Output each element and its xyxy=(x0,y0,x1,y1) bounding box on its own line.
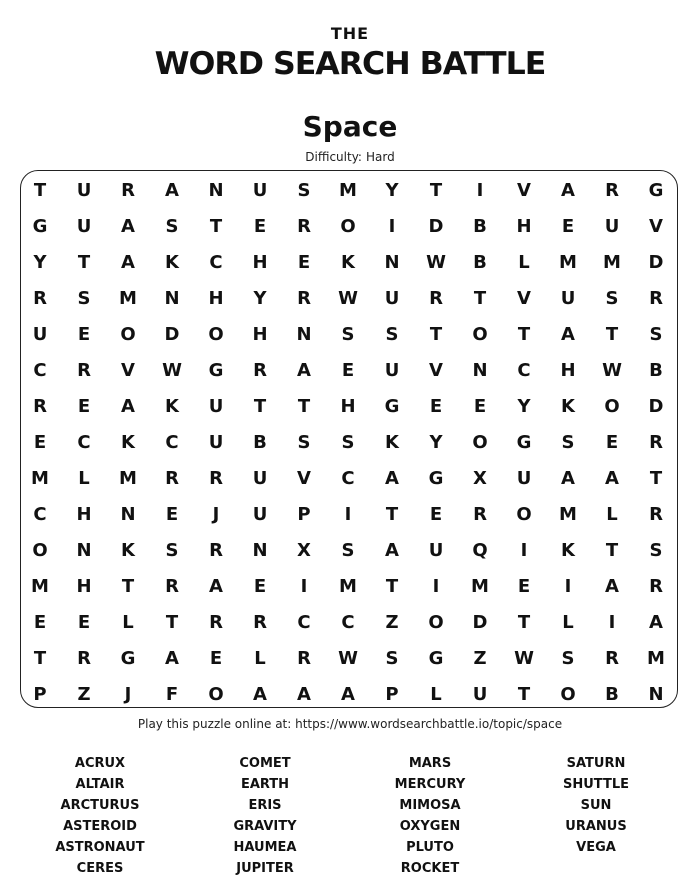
grid-cell[interactable]: R xyxy=(253,612,267,633)
grid-cell[interactable]: T xyxy=(33,648,47,669)
grid-cell[interactable]: Z xyxy=(77,684,91,705)
grid-cell[interactable]: T xyxy=(209,216,223,237)
grid-cell[interactable]: N xyxy=(296,324,312,345)
grid-cell[interactable]: A xyxy=(605,576,619,597)
grid-cell[interactable]: N xyxy=(120,504,136,525)
word-list xyxy=(0,756,700,886)
grid-cell[interactable]: T xyxy=(253,396,267,417)
grid-cell[interactable]: I xyxy=(344,504,352,525)
grid-cell[interactable]: T xyxy=(121,576,135,597)
grid-cell[interactable]: R xyxy=(297,288,311,309)
word-list-item: ALTAIR xyxy=(75,777,125,792)
word-list-item: VEGA xyxy=(576,840,616,855)
grid-cell[interactable]: M xyxy=(119,468,137,489)
grid-cell[interactable]: W xyxy=(602,360,622,381)
grid-cell[interactable]: W xyxy=(162,360,182,381)
word-list-item: OXYGEN xyxy=(399,819,461,834)
grid-cell[interactable]: C xyxy=(33,504,47,525)
grid-cell[interactable]: U xyxy=(252,180,268,201)
grid-cell[interactable]: I xyxy=(520,540,528,561)
grid-cell[interactable]: U xyxy=(384,288,400,309)
grid-cell[interactable]: L xyxy=(606,504,618,525)
word-list-item: SHUTTLE xyxy=(563,777,629,792)
grid-cell[interactable]: U xyxy=(472,684,488,705)
grid-cell[interactable]: U xyxy=(560,288,576,309)
grid-cell[interactable]: L xyxy=(562,612,574,633)
word-list-item: ROCKET xyxy=(400,861,460,876)
grid-cell[interactable]: A xyxy=(121,396,135,417)
grid-cell[interactable]: H xyxy=(76,504,92,525)
grid-cell[interactable]: U xyxy=(428,540,444,561)
grid-cell[interactable]: I xyxy=(388,216,396,237)
grid-cell[interactable]: M xyxy=(559,504,577,525)
grid-cell[interactable]: I xyxy=(564,576,572,597)
grid-cell[interactable]: Y xyxy=(385,180,399,201)
grid-cell[interactable]: A xyxy=(165,648,179,669)
grid-cell[interactable]: N xyxy=(472,360,488,381)
grid-cell[interactable]: B xyxy=(649,360,663,381)
grid-cell[interactable]: L xyxy=(254,648,266,669)
grid-cell[interactable]: W xyxy=(426,252,446,273)
grid-cell[interactable]: V xyxy=(121,360,135,381)
grid-cell[interactable]: T xyxy=(649,468,663,489)
grid-cell[interactable]: G xyxy=(208,360,224,381)
word-list-item: PLUTO xyxy=(406,840,454,855)
grid-cell[interactable]: S xyxy=(561,432,575,453)
grid-cell[interactable]: T xyxy=(605,324,619,345)
grid-cell[interactable]: K xyxy=(165,252,179,273)
grid-cell[interactable]: R xyxy=(165,468,179,489)
grid-cell[interactable]: Z xyxy=(385,612,399,633)
grid-cell[interactable]: P xyxy=(297,504,311,525)
grid-cell[interactable]: A xyxy=(121,252,135,273)
grid-cell[interactable]: H xyxy=(516,216,532,237)
grid-cell[interactable]: O xyxy=(208,324,224,345)
grid-cell[interactable]: K xyxy=(341,252,355,273)
grid-cell[interactable]: S xyxy=(77,288,91,309)
grid-cell[interactable]: E xyxy=(77,396,91,417)
grid-cell[interactable]: Q xyxy=(472,540,488,561)
grid-cell[interactable]: F xyxy=(165,684,179,705)
grid-cell[interactable]: R xyxy=(649,432,663,453)
grid-cell[interactable]: R xyxy=(297,648,311,669)
grid-cell[interactable]: A xyxy=(649,612,663,633)
grid-cell[interactable]: D xyxy=(428,216,444,237)
grid-cell[interactable]: A xyxy=(253,684,267,705)
difficulty-value: Hard xyxy=(365,150,395,164)
grid-cell[interactable]: O xyxy=(32,540,48,561)
grid-cell[interactable]: E xyxy=(605,432,619,453)
grid-cell[interactable]: T xyxy=(77,252,91,273)
word-list-item: SATURN xyxy=(566,756,626,771)
grid-cell[interactable]: T xyxy=(517,324,531,345)
grid-cell[interactable]: E xyxy=(517,576,531,597)
grid-cell[interactable]: R xyxy=(165,576,179,597)
grid-cell[interactable]: H xyxy=(560,360,576,381)
grid-cell[interactable]: T xyxy=(165,612,179,633)
difficulty-label: Difficulty: xyxy=(305,150,362,164)
grid-cell[interactable]: R xyxy=(649,288,663,309)
grid-cell[interactable]: O xyxy=(428,612,444,633)
grid-cell[interactable]: L xyxy=(122,612,134,633)
grid-cell[interactable]: U xyxy=(208,432,224,453)
grid-cell[interactable]: R xyxy=(297,216,311,237)
word-list-item: MIMOSA xyxy=(399,798,461,813)
grid-cell[interactable]: M xyxy=(339,576,357,597)
grid-cell[interactable]: T xyxy=(605,540,619,561)
grid-cell[interactable]: J xyxy=(124,684,132,705)
grid-cell[interactable]: X xyxy=(473,468,487,489)
grid-cell[interactable]: I xyxy=(608,612,616,633)
word-list-item: GRAVITY xyxy=(233,819,297,834)
grid-cell[interactable]: C xyxy=(297,612,311,633)
grid-cell[interactable]: T xyxy=(429,324,443,345)
word-list-item: MARS xyxy=(408,756,452,771)
grid-cell[interactable]: K xyxy=(561,540,575,561)
word-list-item: ACRUX xyxy=(74,756,126,771)
grid-cell[interactable]: C xyxy=(517,360,531,381)
grid-cell[interactable]: D xyxy=(472,612,488,633)
grid-cell[interactable]: E xyxy=(77,324,91,345)
grid-cell[interactable]: Z xyxy=(473,648,487,669)
grid-cell[interactable]: G xyxy=(384,396,400,417)
grid-cell[interactable]: R xyxy=(77,648,91,669)
grid-cell[interactable]: P xyxy=(385,684,399,705)
word-list-item: CERES xyxy=(76,861,124,876)
grid-cell[interactable]: Y xyxy=(429,432,443,453)
word-list-item: MERCURY xyxy=(394,777,466,792)
grid-cell[interactable]: U xyxy=(208,396,224,417)
grid-cell[interactable]: T xyxy=(429,180,443,201)
difficulty xyxy=(0,150,700,164)
grid-cell[interactable]: G xyxy=(648,180,664,201)
grid-cell[interactable]: S xyxy=(341,324,355,345)
grid-cell[interactable]: U xyxy=(252,504,268,525)
grid-cell[interactable]: I xyxy=(476,180,484,201)
grid-cell[interactable]: A xyxy=(561,468,575,489)
brand-prefix: THE xyxy=(330,24,370,43)
word-list-item: HAUMEA xyxy=(233,840,297,855)
grid-cell[interactable]: H xyxy=(208,288,224,309)
grid-cell[interactable]: U xyxy=(76,216,92,237)
grid-cell[interactable]: K xyxy=(385,432,399,453)
grid-cell[interactable]: E xyxy=(253,576,267,597)
letter-grid[interactable] xyxy=(20,170,678,708)
grid-cell[interactable]: S xyxy=(605,288,619,309)
grid-cell[interactable]: R xyxy=(649,504,663,525)
word-list-item: SUN xyxy=(580,798,612,813)
grid-cell[interactable]: L xyxy=(430,684,442,705)
grid-cell[interactable]: O xyxy=(120,324,136,345)
grid-cell[interactable]: G xyxy=(32,216,48,237)
grid-cell[interactable]: D xyxy=(164,324,180,345)
grid-cell[interactable]: A xyxy=(561,324,575,345)
grid-cell[interactable]: E xyxy=(33,432,47,453)
grid-cell[interactable]: M xyxy=(603,252,621,273)
grid-cell[interactable]: T xyxy=(297,396,311,417)
grid-cell[interactable]: S xyxy=(165,540,179,561)
grid-cell[interactable]: R xyxy=(253,360,267,381)
play-online-link[interactable]: Play this puzzle online at: https://www.wordsearchbattle.io/topic/space xyxy=(137,717,563,731)
grid-cell[interactable]: B xyxy=(253,432,267,453)
grid-cell[interactable]: E xyxy=(473,396,487,417)
grid-cell[interactable]: A xyxy=(561,180,575,201)
grid-cell[interactable]: E xyxy=(77,612,91,633)
grid-cell[interactable]: R xyxy=(605,180,619,201)
grid-cell[interactable]: R xyxy=(33,396,47,417)
grid-cell[interactable]: G xyxy=(428,648,444,669)
grid-cell[interactable]: B xyxy=(605,684,619,705)
grid-cell[interactable]: N xyxy=(208,180,224,201)
grid-cell[interactable]: T xyxy=(385,576,399,597)
grid-cell[interactable]: T xyxy=(33,180,47,201)
grid-cell[interactable]: E xyxy=(429,504,443,525)
grid-cell[interactable]: U xyxy=(516,468,532,489)
grid-cell[interactable]: S xyxy=(561,648,575,669)
grid-cell[interactable]: Y xyxy=(33,252,47,273)
grid-cell[interactable]: C xyxy=(209,252,223,273)
grid-cell[interactable]: W xyxy=(338,288,358,309)
grid-cell[interactable]: I xyxy=(300,576,308,597)
word-list-item: ARCTURUS xyxy=(60,798,140,813)
grid-cell[interactable]: E xyxy=(561,216,575,237)
grid-cell[interactable]: A xyxy=(385,468,399,489)
grid-cell[interactable]: C xyxy=(341,468,355,489)
grid-cell[interactable]: S xyxy=(297,180,311,201)
grid-cell[interactable]: E xyxy=(209,648,223,669)
grid-cell[interactable]: L xyxy=(518,252,530,273)
word-list-item: URANUS xyxy=(565,819,627,834)
grid-cell[interactable]: E xyxy=(253,216,267,237)
grid-cell[interactable]: N xyxy=(648,684,664,705)
grid-cell[interactable]: N xyxy=(76,540,92,561)
grid-cell[interactable]: S xyxy=(649,540,663,561)
grid-cell[interactable]: V xyxy=(517,180,531,201)
grid-cell[interactable]: V xyxy=(429,360,443,381)
grid-cell[interactable]: A xyxy=(121,216,135,237)
grid-cell[interactable]: O xyxy=(472,432,488,453)
word-list-item: ERIS xyxy=(248,798,282,813)
word-list-item: ASTRONAUT xyxy=(55,840,145,855)
grid-cell[interactable]: S xyxy=(385,324,399,345)
grid-cell[interactable]: A xyxy=(209,576,223,597)
word-list-item: ASTEROID xyxy=(63,819,137,834)
grid-cell[interactable]: O xyxy=(472,324,488,345)
grid-cell[interactable]: E xyxy=(297,252,311,273)
grid-cell[interactable]: A xyxy=(385,540,399,561)
grid-cell[interactable]: O xyxy=(340,216,356,237)
grid-cell[interactable]: S xyxy=(165,216,179,237)
grid-cell[interactable]: U xyxy=(604,216,620,237)
grid-cell[interactable]: O xyxy=(604,396,620,417)
grid-cell[interactable]: H xyxy=(340,396,356,417)
grid-cell[interactable]: S xyxy=(297,432,311,453)
grid-cell[interactable]: U xyxy=(76,180,92,201)
grid-cell[interactable]: V xyxy=(649,216,663,237)
grid-cell[interactable]: C xyxy=(77,432,91,453)
grid-cell[interactable]: Y xyxy=(517,396,531,417)
grid-cell[interactable]: X xyxy=(297,540,311,561)
grid-cell[interactable]: V xyxy=(297,468,311,489)
word-list-item: COMET xyxy=(239,756,291,771)
grid-cell[interactable]: G xyxy=(428,468,444,489)
grid-cell[interactable]: G xyxy=(516,432,532,453)
grid-cell[interactable]: G xyxy=(120,648,136,669)
grid-cell[interactable]: H xyxy=(76,576,92,597)
grid-cell[interactable]: S xyxy=(341,432,355,453)
grid-cell[interactable]: W xyxy=(338,648,358,669)
grid-cell[interactable]: R xyxy=(209,468,223,489)
grid-cell[interactable]: T xyxy=(473,288,487,309)
grid-cell[interactable]: B xyxy=(473,252,487,273)
grid-cell[interactable]: J xyxy=(212,504,220,525)
grid-cell[interactable]: D xyxy=(648,396,664,417)
grid-cell[interactable]: S xyxy=(649,324,663,345)
grid-cell[interactable]: R xyxy=(209,612,223,633)
grid-cell[interactable]: V xyxy=(517,288,531,309)
grid-cell[interactable]: R xyxy=(429,288,443,309)
grid-cell[interactable]: H xyxy=(252,324,268,345)
grid-cell[interactable]: W xyxy=(514,648,534,669)
grid-cell[interactable]: H xyxy=(252,252,268,273)
grid-cell[interactable]: M xyxy=(471,576,489,597)
grid-cell[interactable]: N xyxy=(384,252,400,273)
word-list-item: JUPITER xyxy=(236,861,294,876)
grid-cell[interactable]: T xyxy=(385,504,399,525)
grid-cell[interactable]: T xyxy=(517,684,531,705)
grid-cell[interactable]: U xyxy=(252,468,268,489)
grid-cell[interactable]: D xyxy=(648,252,664,273)
grid-cell[interactable]: B xyxy=(473,216,487,237)
grid-cell[interactable]: M xyxy=(31,576,49,597)
grid-cell[interactable]: C xyxy=(165,432,179,453)
grid-cell[interactable]: C xyxy=(33,360,47,381)
grid-cell[interactable]: U xyxy=(32,324,48,345)
grid-cell[interactable]: K xyxy=(165,396,179,417)
grid-cell[interactable]: R xyxy=(209,540,223,561)
grid-cell[interactable]: L xyxy=(78,468,90,489)
grid-cell[interactable]: A xyxy=(297,684,311,705)
grid-cell[interactable]: E xyxy=(33,612,47,633)
grid-cell[interactable]: M xyxy=(559,252,577,273)
grid-cell[interactable]: O xyxy=(208,684,224,705)
grid-cell[interactable]: E xyxy=(341,360,355,381)
grid-cell[interactable]: R xyxy=(77,360,91,381)
grid-cell[interactable]: I xyxy=(432,576,440,597)
grid-cell[interactable]: K xyxy=(121,432,135,453)
grid-cell[interactable]: T xyxy=(517,612,531,633)
grid-cell[interactable]: A xyxy=(165,180,179,201)
grid-cell[interactable]: C xyxy=(341,612,355,633)
grid-cell[interactable]: R xyxy=(473,504,487,525)
grid-cell[interactable]: R xyxy=(121,180,135,201)
grid-cell[interactable]: P xyxy=(33,684,47,705)
puzzle-title: Space xyxy=(302,110,398,143)
grid-cell[interactable]: A xyxy=(605,468,619,489)
grid-cell[interactable]: R xyxy=(649,576,663,597)
grid-cell[interactable]: R xyxy=(33,288,47,309)
grid-cell[interactable]: U xyxy=(384,360,400,381)
grid-cell[interactable]: A xyxy=(297,360,311,381)
word-list-item: EARTH xyxy=(240,777,290,792)
grid-cell[interactable]: S xyxy=(341,540,355,561)
grid-cell[interactable]: K xyxy=(121,540,135,561)
grid-cell[interactable]: S xyxy=(385,648,399,669)
grid-cell[interactable]: E xyxy=(165,504,179,525)
grid-cell[interactable]: N xyxy=(252,540,268,561)
grid-cell[interactable]: O xyxy=(560,684,576,705)
grid-cell[interactable]: M xyxy=(647,648,665,669)
brand-logo: WORD SEARCH BATTLE xyxy=(154,46,546,82)
grid-cell[interactable]: E xyxy=(429,396,443,417)
grid-cell[interactable]: O xyxy=(516,504,532,525)
grid-cell[interactable]: N xyxy=(164,288,180,309)
grid-cell[interactable]: M xyxy=(31,468,49,489)
grid-cell[interactable]: M xyxy=(339,180,357,201)
grid-cell[interactable]: Y xyxy=(253,288,267,309)
grid-cell[interactable]: K xyxy=(561,396,575,417)
grid-cell[interactable]: R xyxy=(605,648,619,669)
grid-cell[interactable]: M xyxy=(119,288,137,309)
grid-cell[interactable]: A xyxy=(341,684,355,705)
